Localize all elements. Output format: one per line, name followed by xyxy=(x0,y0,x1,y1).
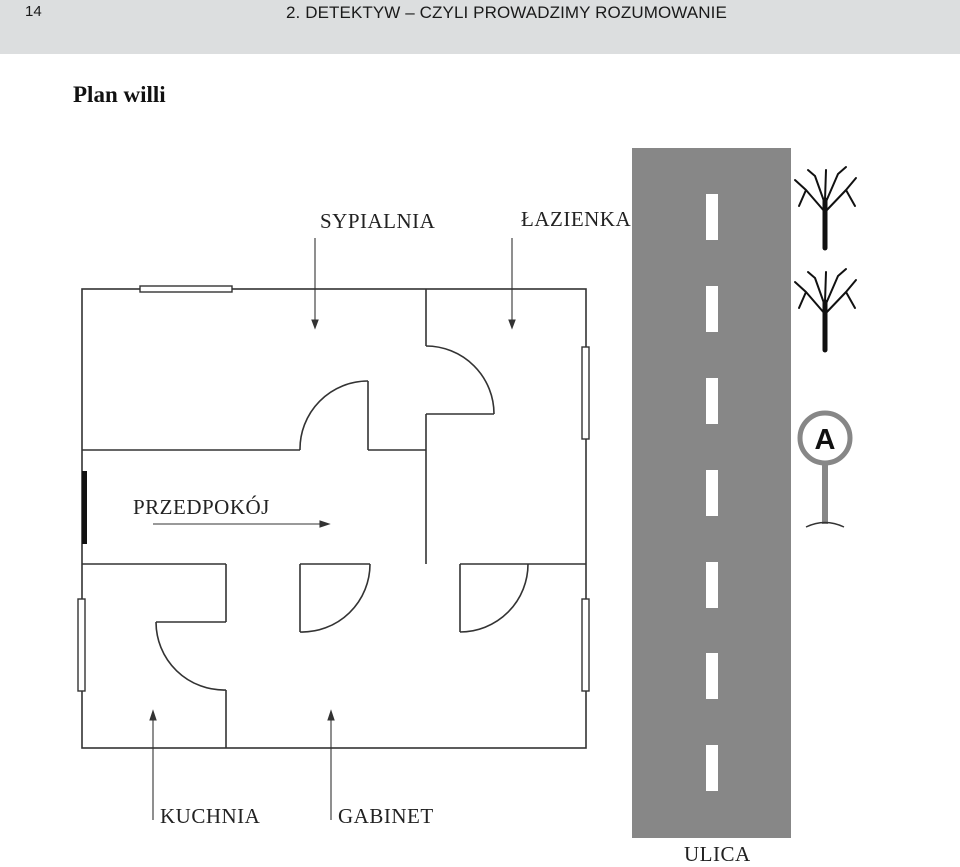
room-label-bathroom: ŁAZIENKA xyxy=(521,207,632,231)
page-number: 14 xyxy=(25,3,42,20)
room-label-study: GABINET xyxy=(338,804,434,828)
room-label-kitchen: KUCHNIA xyxy=(160,804,261,828)
street-label: ULICA xyxy=(684,842,751,866)
chapter-title: 2. DETEKTYW – CZYLI PROWADZIMY ROZUMOWANIE xyxy=(286,3,727,22)
tree-icon xyxy=(795,167,856,248)
room-label-hallway: PRZEDPOKÓJ xyxy=(133,495,270,519)
bathroom-lower-door xyxy=(460,564,528,632)
bedroom-door xyxy=(300,381,368,450)
bus-stop-sign-letter: A xyxy=(814,424,836,456)
kitchen-door xyxy=(156,622,226,690)
room-label-bedroom: SYPIALNIA xyxy=(320,209,436,233)
entrance-door xyxy=(82,471,87,544)
study-door xyxy=(300,564,370,632)
bathroom-door xyxy=(426,346,494,414)
plan-title: Plan willi xyxy=(73,82,166,107)
tree-icon xyxy=(795,269,856,350)
bus-stop-icon xyxy=(800,413,850,527)
windows xyxy=(78,286,589,691)
label-arrows xyxy=(150,238,515,820)
